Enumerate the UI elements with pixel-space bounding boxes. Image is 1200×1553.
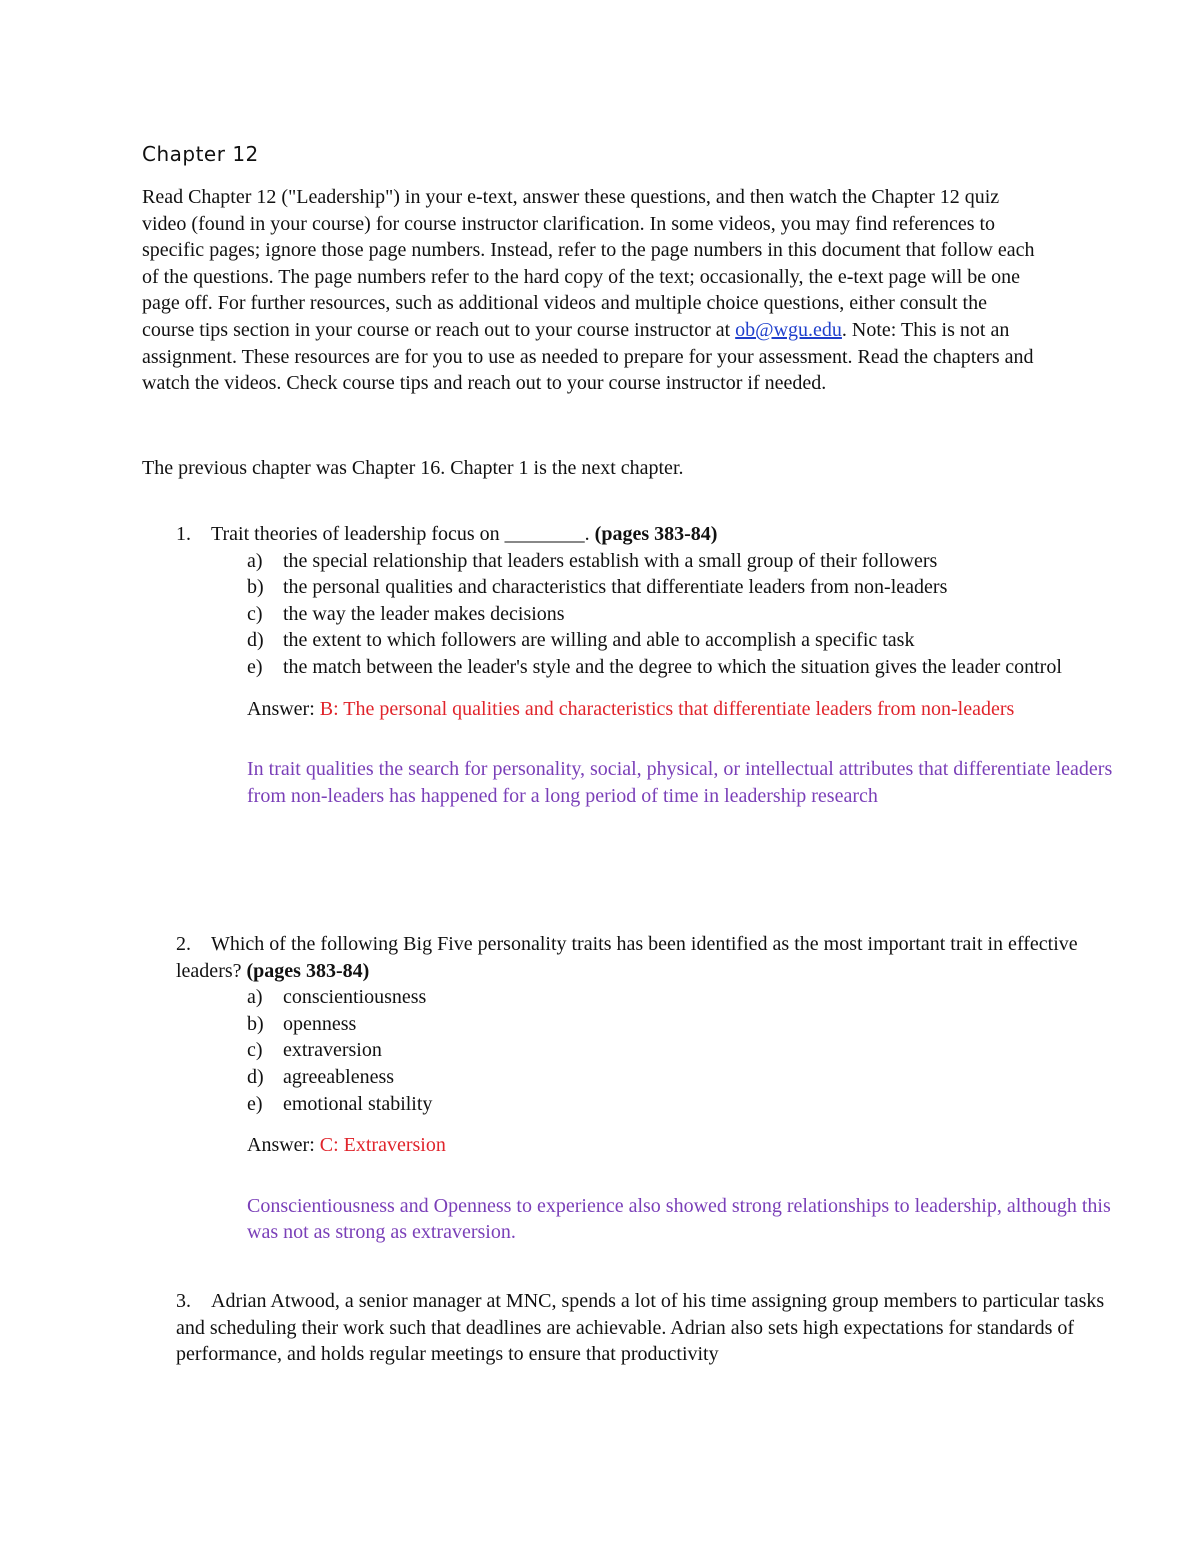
question-stem: [176, 521, 1136, 548]
question-pages: (pages 383-84): [594, 523, 718, 545]
question-1: [176, 521, 1136, 809]
answer-text: C: Extraversion: [319, 1134, 446, 1157]
question-stem: [176, 931, 1136, 984]
option-text: the special relationship that leaders establish with a small group of their followers: [283, 549, 938, 572]
option-letter: c): [247, 1039, 263, 1062]
option-text: the extent to which followers are willing and able to accomplish a specific task: [283, 629, 915, 652]
answer-explanation: Conscientiousness and Openness to experience also showed strong relationships to leadership, although this was not as strong as extraversion.: [247, 1194, 1111, 1244]
option-letter: d): [247, 629, 264, 652]
intro-text-part2: . Note: This is not an assignment. These resources are for you to use as needed to prepare for your assessment. Read the chapters and watch the videos. Check course tips and reach out to your course instructor if needed.: [142, 318, 1034, 395]
option-letter: a): [247, 549, 263, 572]
option-letter: b): [247, 1012, 264, 1035]
question-number: 2.: [176, 933, 191, 955]
options-list: [176, 548, 1136, 681]
option-b: [247, 1011, 1136, 1038]
answer-label: Answer:: [247, 697, 320, 720]
option-c: [247, 1037, 1136, 1064]
chapter-title: Chapter 12: [142, 142, 259, 166]
option-text: openness: [283, 1012, 357, 1035]
option-text: the way the leader makes decisions: [283, 602, 565, 625]
option-letter: a): [247, 986, 263, 1009]
answer-label: Answer:: [247, 1134, 320, 1157]
question-text: Trait theories of leadership focus on ________.: [211, 523, 595, 545]
option-a: [247, 548, 1136, 575]
option-text: the personal qualities and characteristics that differentiate leaders from non-leaders: [283, 576, 948, 599]
option-e: [247, 654, 1136, 681]
option-c: [247, 601, 1136, 628]
option-text: conscientiousness: [283, 986, 427, 1009]
question-number: 3.: [176, 1290, 191, 1312]
option-letter: b): [247, 576, 264, 599]
answer-explanation: In trait qualities the search for personality, social, physical, or intellectual attributes that differentiate leaders from non-leaders has happened for a long period of time in leadership research: [247, 758, 1113, 807]
question-text: Adrian Atwood, a senior manager at MNC, spends a lot of his time assigning group members to particular tasks and scheduling their work such that deadlines are achievable. Adrian also sets high expectations for standards of performance, and holds regular meetings to ensure that productivity: [176, 1290, 1105, 1366]
options-list: [176, 984, 1136, 1117]
answer-line: [247, 1132, 1136, 1159]
option-e: [247, 1091, 1136, 1118]
answer-line: [247, 696, 1136, 723]
chapter-navigation-note: The previous chapter was Chapter 16. Chapter 1 is the next chapter.: [142, 457, 684, 479]
option-d: [247, 1064, 1136, 1091]
option-letter: e): [247, 655, 263, 678]
question-stem: [176, 1288, 1136, 1368]
question-2: [176, 931, 1136, 1246]
option-letter: d): [247, 1065, 264, 1088]
intro-paragraph: [142, 184, 1042, 397]
intro-text-part1: Read Chapter 12 ("Leadership") in your e-text, answer these questions, and then watch the Chapter 12 quiz video (found in your course) for course instructor clarification. In some videos, you may find references to specific pages; ignore those page numbers. Instead, refer to the page numbers in this document that follow each of the questions. The page numbers refer to the hard copy of the text; occasionally, the e-text page will be one page off. For further resources, such as additional videos and multiple choice questions, either consult the course tips section in your course or reach out to your course instructor at: [142, 186, 1035, 341]
question-text: Which of the following Big Five personality traits has been identified as the most important trait in effective leaders?: [176, 933, 1078, 982]
option-letter: e): [247, 1092, 263, 1115]
option-letter: c): [247, 602, 263, 625]
question-pages: (pages 383-84): [246, 959, 370, 982]
option-text: the match between the leader's style and the degree to which the situation gives the leader control: [283, 655, 1062, 678]
answer-text: B: The personal qualities and characteristics that differentiate leaders from non-leaders: [319, 697, 1015, 720]
instructor-email-link[interactable]: ob@wgu.edu: [735, 318, 842, 341]
question-3: [176, 1288, 1136, 1368]
option-text: extraversion: [283, 1039, 382, 1062]
option-a: [247, 984, 1136, 1011]
option-b: [247, 574, 1136, 601]
option-text: emotional stability: [283, 1092, 433, 1115]
question-number: 1.: [176, 523, 191, 545]
option-text: agreeableness: [283, 1065, 395, 1088]
option-d: [247, 627, 1136, 654]
